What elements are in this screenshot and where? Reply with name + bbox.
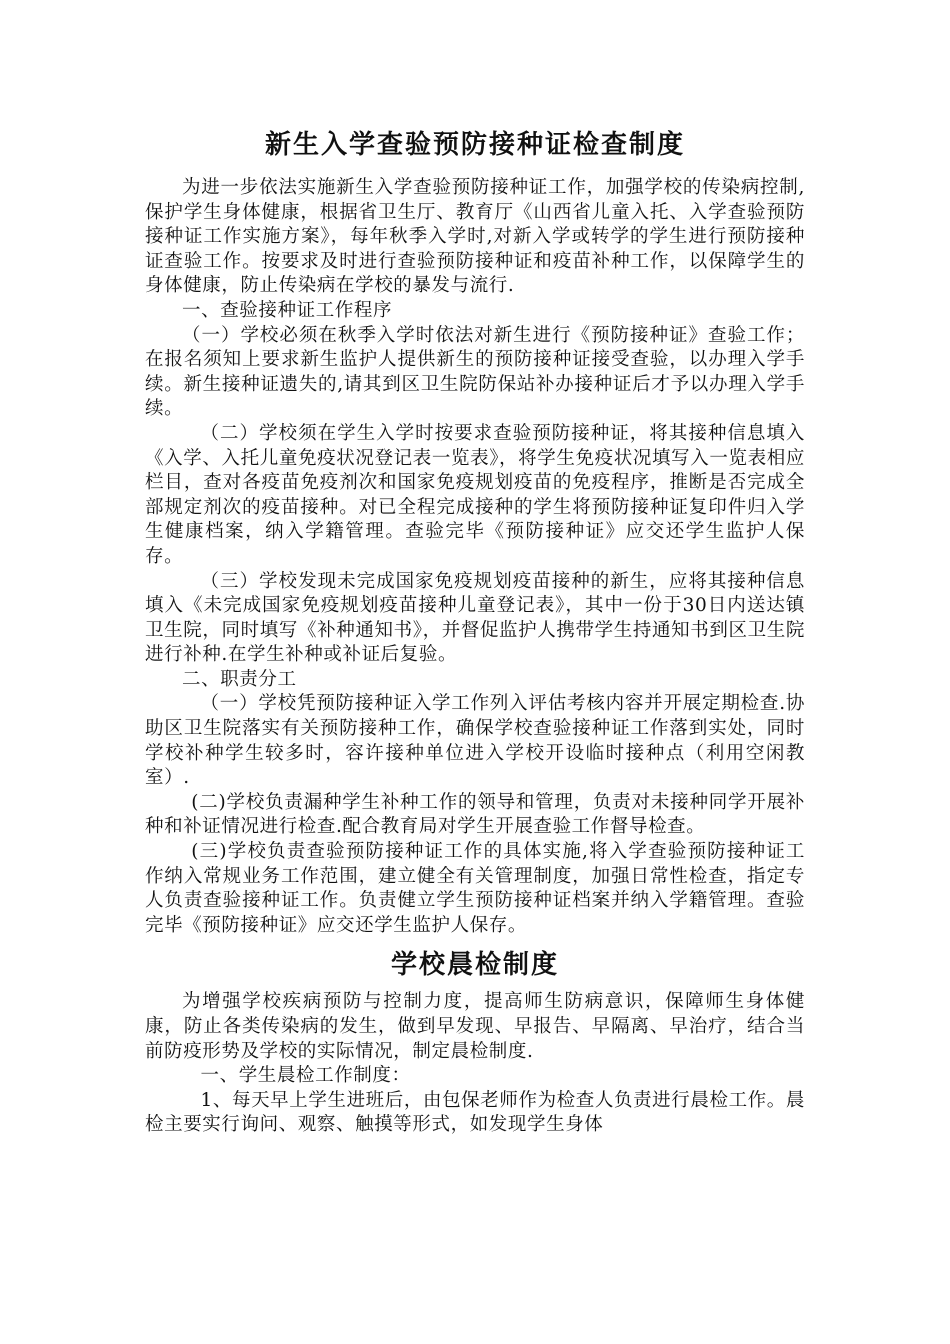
procedure-item-2: （二）学校须在学生入学时按要求查验预防接种证，将其接种信息填入《入学、入托儿童免疫状况登记表一览表》，将学生免疫状况填写入一览表相应栏目，查对各疫苗免疫剂次和国家免疫规划疫苗的免疫程序，推断是否完成全部规定剂次的疫苗接种。对已全程完成接种的学生将预防接种证复印件归入学生健康档案，纳入学籍管理。查验完毕《预防接种证》应交还学生监护人保存。 (145, 422, 805, 567)
duties-item-3: (三)学校负责查验预防接种证工作的具体实施,将入学查验预防接种证工作纳入常规业务工作范围，建立健全有关管理制度，加强日常性检查，指定专人负责查验接种证工作。负责健立学生预防接种证档案并纳入学籍管理。查验完毕《预防接种证》应交还学生监护人保存。 (145, 841, 805, 936)
document-title-morning-check: 学校晨检制度 (390, 950, 559, 981)
procedure-item-3: （三）学校发现未完成国家免疫规划疫苗接种的新生，应将其接种信息填入《未完成国家免疫规划疫苗接种儿童登记表》，其中一份于30日内送达镇卫生院，同时填写《补种通知书》，并督促监护人携带学生持通知书到区卫生院进行补种.在学生补种或补证后复验。 (145, 570, 805, 666)
document-title-vaccination: 新生入学查验预防接种证检查制度 (264, 130, 685, 160)
morning-check-item-1: 1、每天早上学生进班后，由包保老师作为检查人负责进行晨检工作。晨检主要实行询问、观察、触摸等形式，如发现学生身体 (145, 1089, 805, 1136)
document-page (145, 128, 805, 1138)
morning-check-intro: 为增强学校疾病预防与控制力度，提高师生防病意识，保障师生身体健康，防止各类传染病的发生，做到早发现、早报告、早隔离、早治疗，结合当前防疫形势及学校的实际情况，制定晨检制度. (145, 991, 805, 1062)
duties-item-2: (二)学校负责漏种学生补种工作的领导和管理，负责对未接种同学开展补种和补证情况进行检查.配合教育局对学生开展查验工作督导检查。 (145, 791, 805, 838)
intro-paragraph: 为进一步依法实施新生入学查验预防接种证工作，加强学校的传染病控制,保护学生身体健康，根据省卫生厅、教育厅《山西省儿童入托、入学查验预防接种证工作实施方案》，每年秋季入学时,对新入学或转学的学生进行预防接种证查验工作。按要求及时进行查验预防接种证和疫苗补种工作，以保障学生的身体健康，防止传染病在学校的暴发与流行. (145, 177, 805, 297)
morning-check-heading: 一、学生晨检工作制度： (200, 1065, 411, 1087)
section-heading-procedure: 一、查验接种证工作程序 (182, 299, 393, 321)
procedure-item-1: （一）学校必须在秋季入学时依法对新生进行《预防接种证》查验工作；在报名须知上要求新生监护人提供新生的预防接种证接受查验，以办理入学手续。新生接种证遗失的,请其到区卫生院防保站补办接种证后才予以办理入学手续。 (145, 324, 805, 420)
duties-item-1: （一）学校凭预防接种证入学工作列入评估考核内容并开展定期检查.协助区卫生院落实有关预防接种工作，确保学校查验接种证工作落到实处，同时学校补种学生较多时，容许接种单位进入学校开设临时接种点（利用空闲教室）. (145, 693, 805, 789)
section-heading-duties: 二、职责分工 (182, 668, 297, 690)
